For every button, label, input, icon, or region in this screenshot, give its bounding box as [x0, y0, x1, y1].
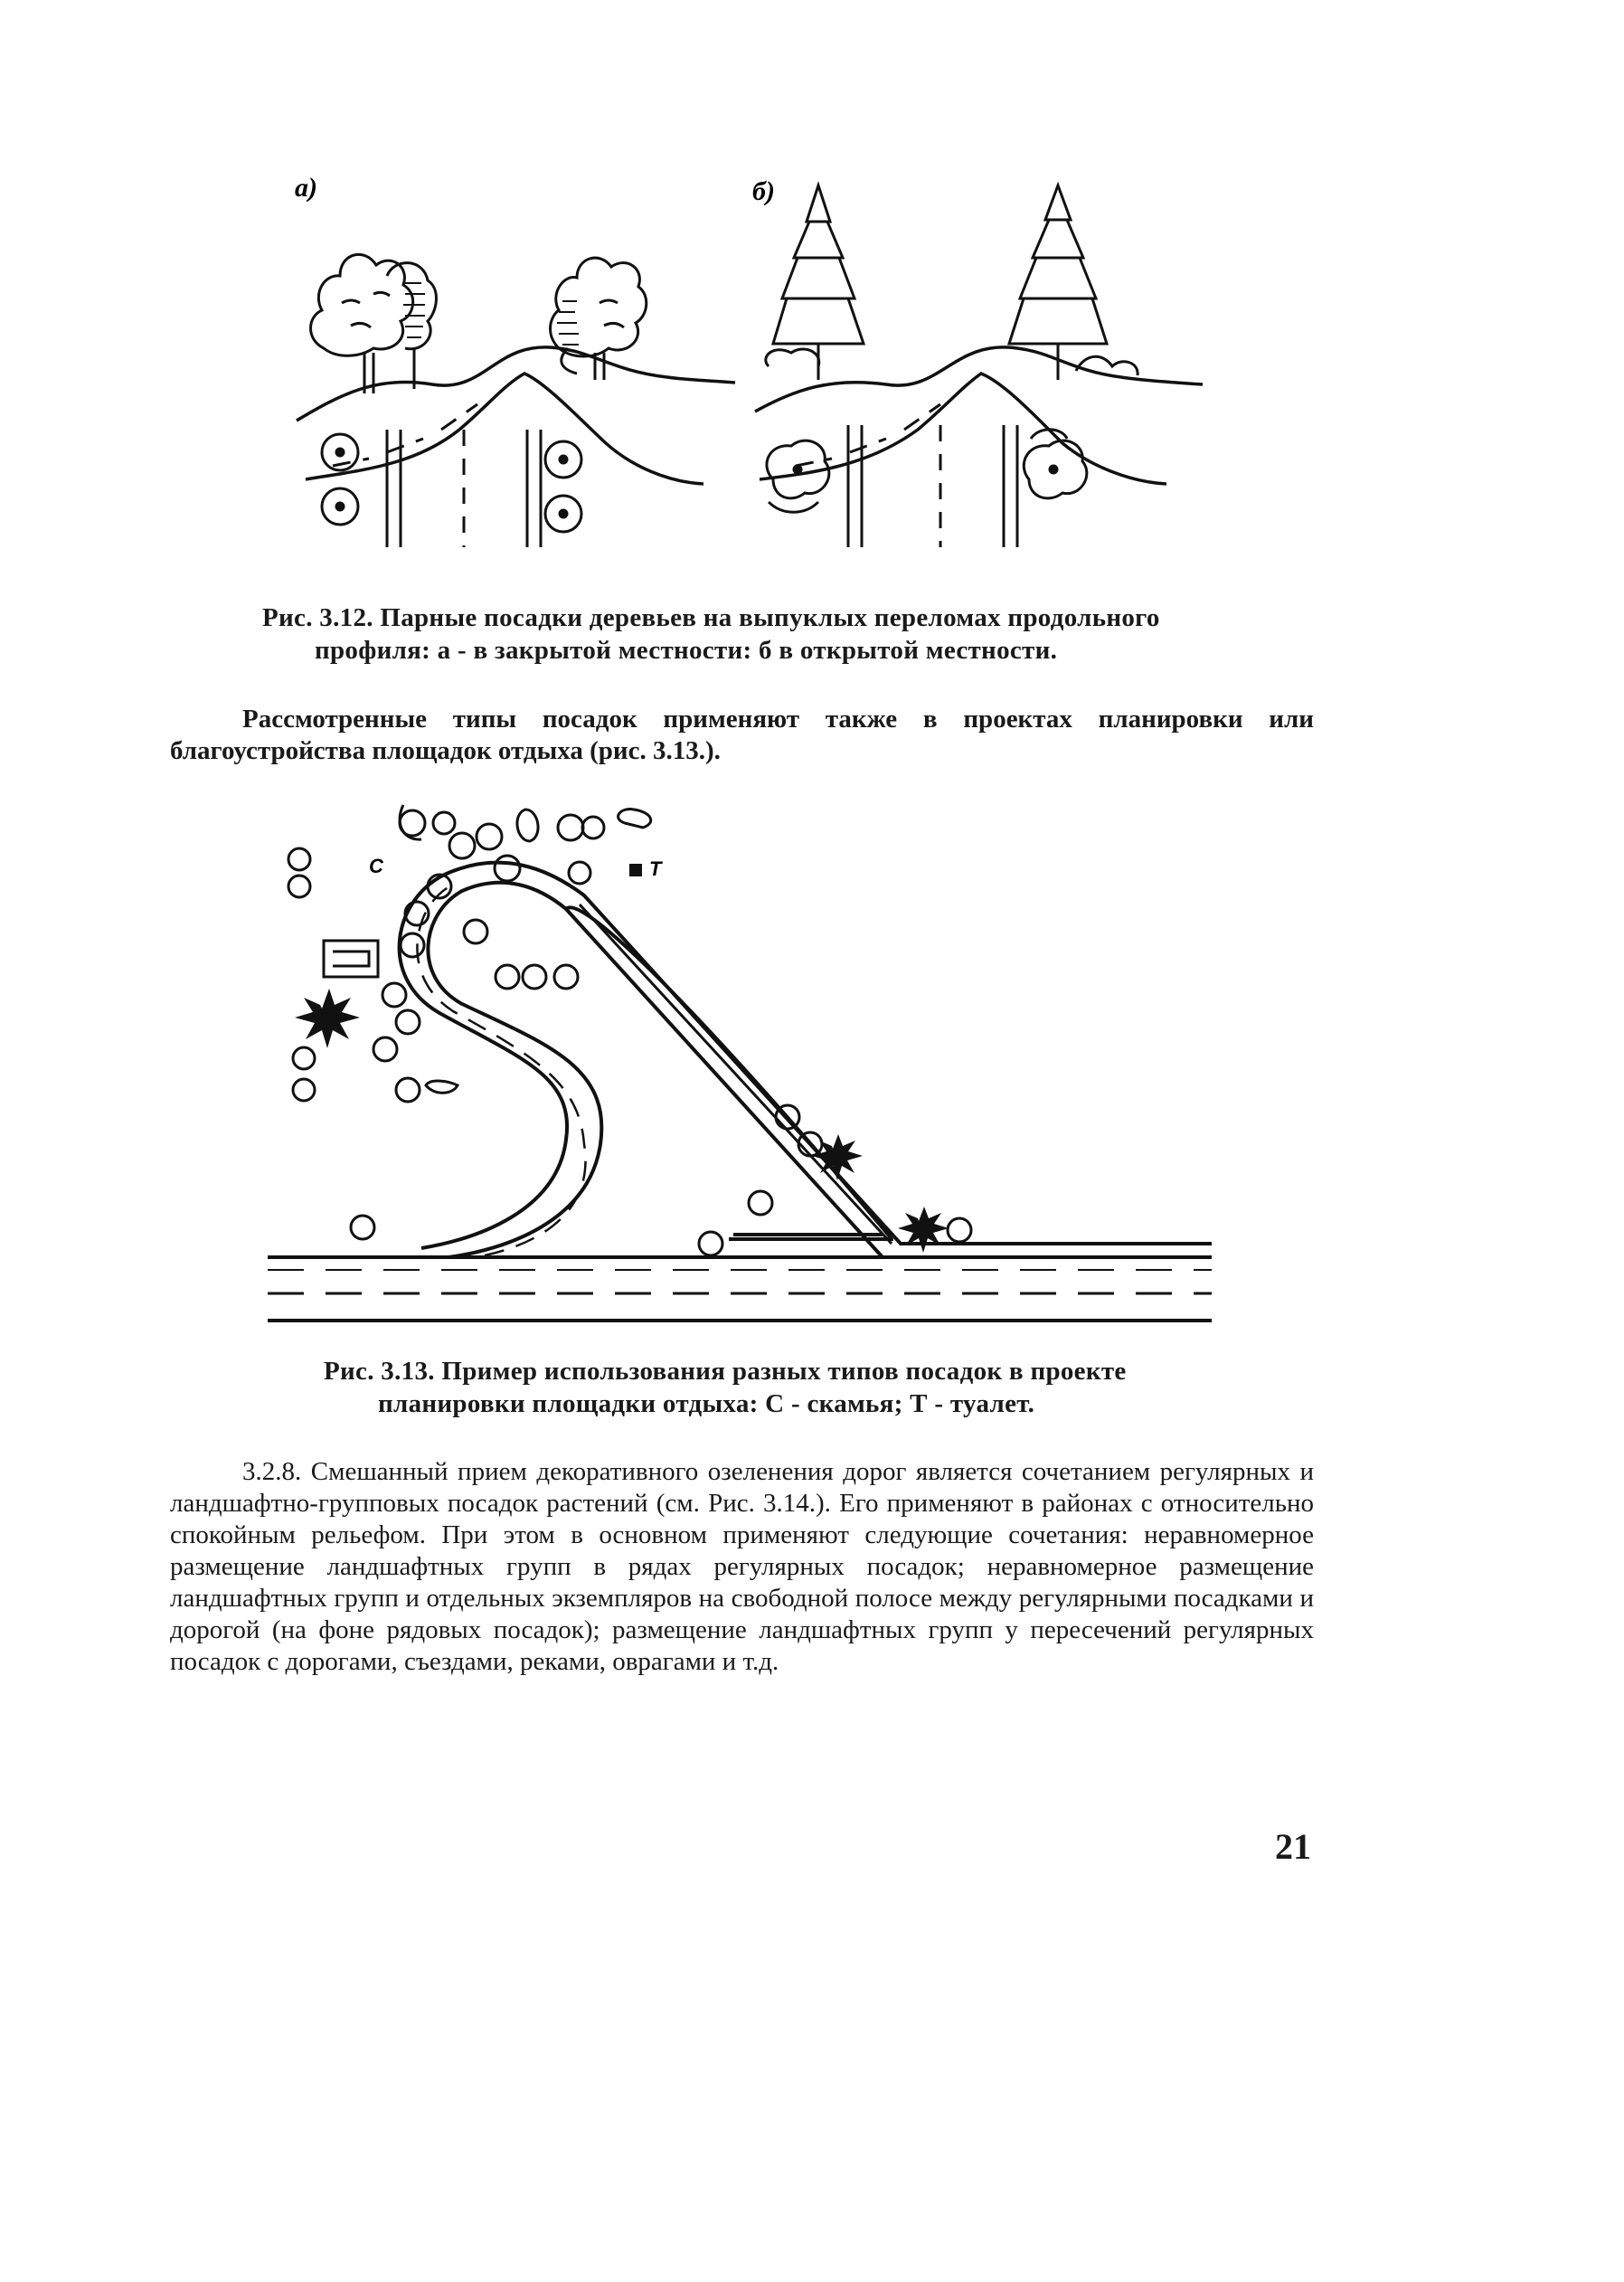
- paragraph-mixed-method: 3.2.8. Смешанный прием декоративного озеленения дорог является сочетанием регулярных и ландшафтно-групповых посадок растений (см. Рис. 3.14.). Его применяют в районах с относительно спокойным рельефом. При этом в основном применяют следующие сочетания: неравномерное размещение ландшафтных групп в рядах регулярных посадок; неравномерное размещение ландшафтных групп и отдельных экземпляров на свободной полосе между регулярными посадками и дорогой (на фоне рядовых посадок); размещение ландшафтных групп у пересечений регулярных посадок с дорогами, съездами, реками, оврагами и т.д.: [170, 1457, 1314, 1676]
- open-terrain-illustration: [741, 167, 1212, 565]
- figure-3-13-caption: [324, 1355, 1373, 1420]
- plan-view-rows: [322, 430, 581, 547]
- caption-line-2: профиля: а - в закрытой местности: б в открытой местности.: [315, 636, 1058, 665]
- caption-line-1: Рис. 3.12. Парные посадки деревьев на выпуклых переломах продольного: [262, 603, 1160, 632]
- figure-3-12-panel-b: [741, 167, 1212, 565]
- road-dashed-line: [333, 404, 477, 466]
- conifer-tree-left: [766, 185, 864, 380]
- paragraph-planning-intro: Рассмотренные типы посадок применяют также в проектах планировки или благоустройства площадок отдыха (рис. 3.13.).: [170, 705, 1314, 765]
- hill-profile-line: [297, 347, 735, 421]
- figure-3-12-panel-a: [288, 167, 740, 565]
- figure-3-13-site-plan: [268, 787, 1212, 1339]
- caption-line-2: планировки площадки отдыха: С - скамья; Т - туалет.: [378, 1389, 1035, 1418]
- main-road: [268, 1257, 1212, 1321]
- rest-area-plan-drawing: [268, 787, 1212, 1339]
- panel-b-label: б): [752, 176, 775, 206]
- panel-a-label: а): [295, 173, 317, 203]
- closed-terrain-illustration: [288, 167, 740, 565]
- toilet-label: Т: [649, 857, 662, 880]
- road-profile-line: [760, 374, 1166, 484]
- bench-label: С: [369, 855, 383, 877]
- page-number: 21: [1275, 1826, 1311, 1867]
- caption-line-1: Рис. 3.13. Пример использования разных типов посадок в проекте: [324, 1357, 1127, 1386]
- building-structure: [324, 941, 378, 977]
- plan-view-rows: [767, 425, 1087, 547]
- loop-road: [400, 863, 1212, 1257]
- hill-profile-line: [755, 347, 1203, 412]
- deciduous-tree-pair-left: [311, 254, 437, 393]
- figure-3-12-caption: [262, 601, 1365, 667]
- deciduous-tree-pair-right: [551, 258, 647, 380]
